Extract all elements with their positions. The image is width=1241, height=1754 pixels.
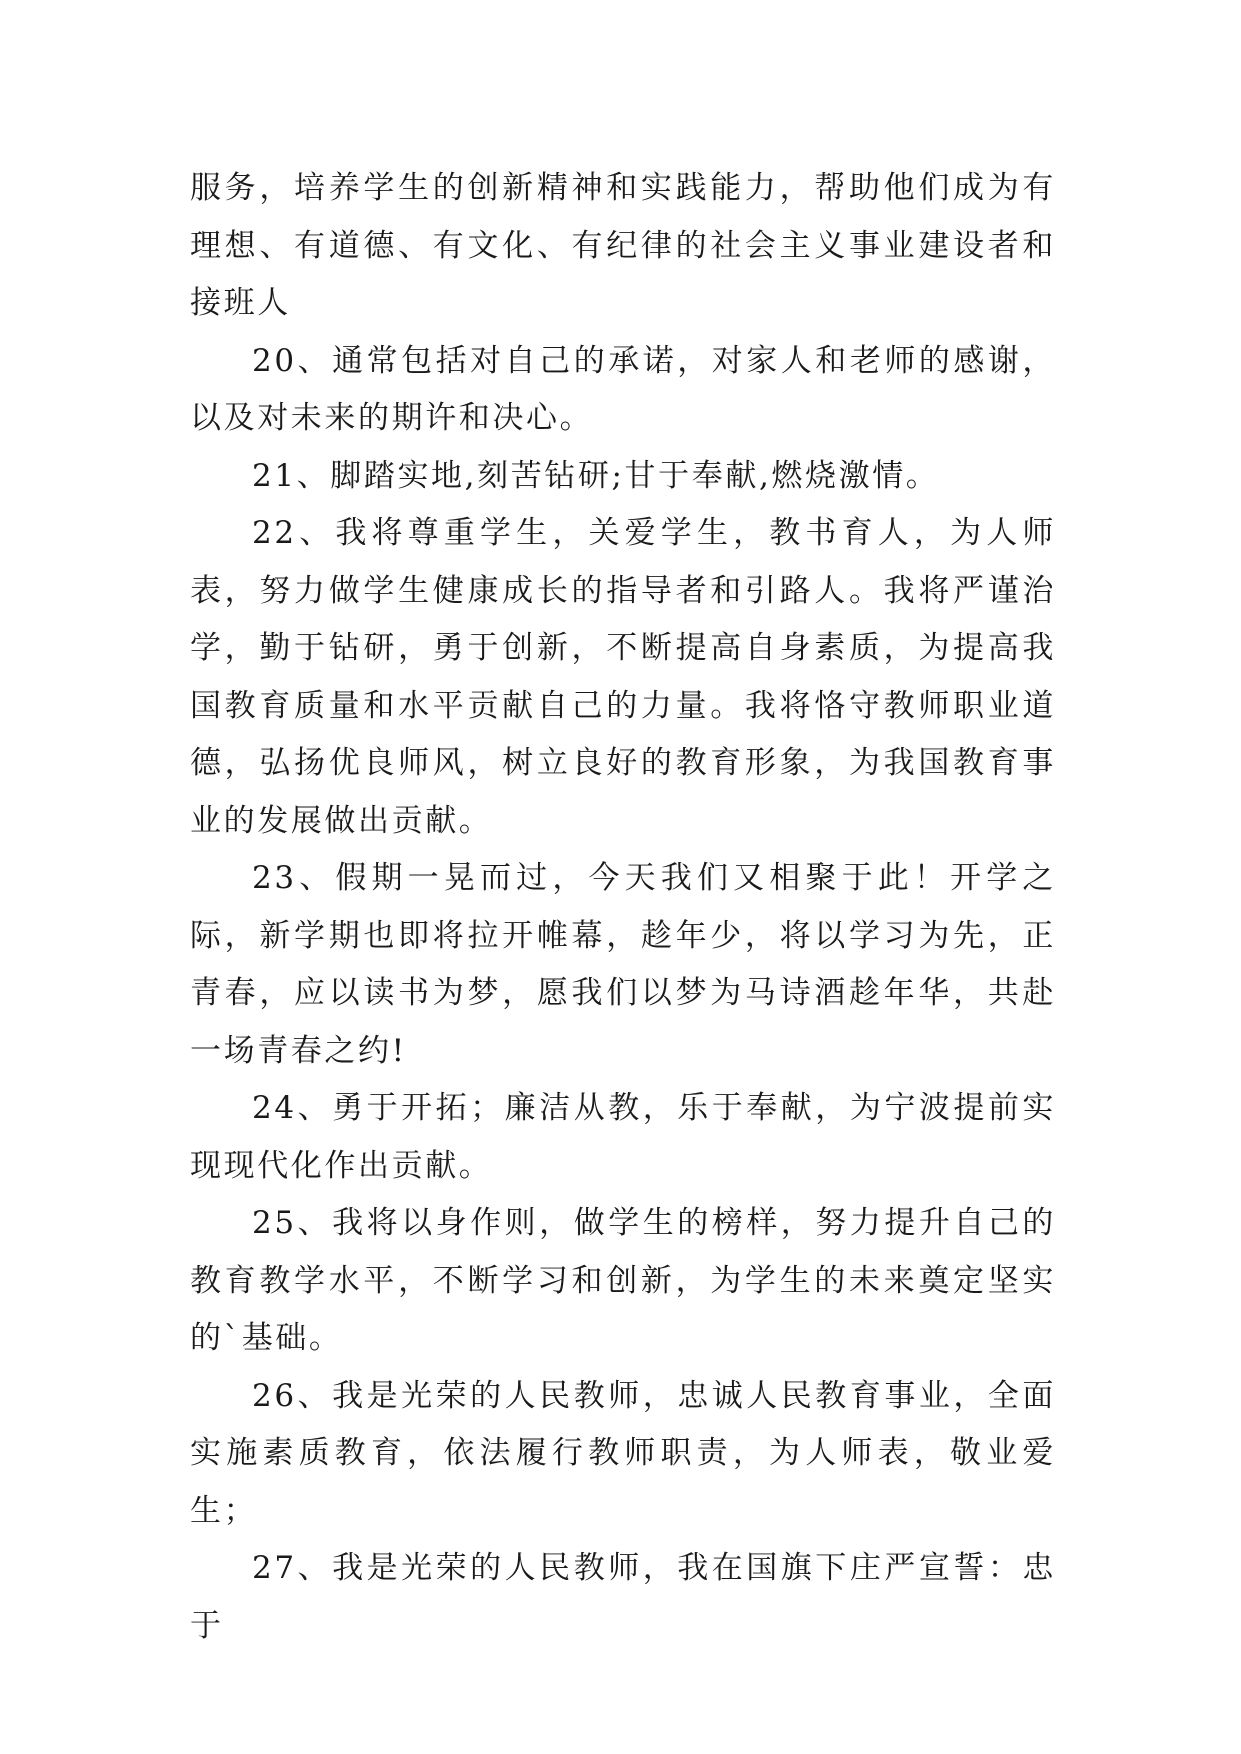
document-page	[190, 160, 1056, 1655]
paragraph-24: 24、勇于开拓；廉洁从教，乐于奉献，为宁波提前实现现代化作出贡献。	[190, 1090, 1056, 1184]
paragraph-25: 25、我将以身作则，做学生的榜样，努力提升自己的教育教学水平，不断学习和创新，为学生的未来奠定坚实的`基础。	[190, 1205, 1056, 1356]
paragraph-22: 22、我将尊重学生，关爱学生，教书育人，为人师表，努力做学生健康成长的指导者和引路人。我将严谨治学，勤于钻研，勇于创新，不断提高自身素质，为提高我国教育质量和水平贡献自己的力量。我将恪守教师职业道德，弘扬优良师风，树立良好的教育形象，为我国教育事业的发展做出贡献。	[190, 515, 1056, 839]
paragraph-continuation: 服务，培养学生的创新精神和实践能力，帮助他们成为有理想、有道德、有文化、有纪律的社会主义事业建设者和接班人	[190, 170, 1056, 321]
paragraph-27: 27、我是光荣的人民教师，我在国旗下庄严宣誓：忠于	[190, 1550, 1056, 1644]
paragraph-21: 21、脚踏实地,刻苦钻研;甘于奉献,燃烧激情。	[252, 457, 940, 494]
paragraph-26: 26、我是光荣的人民教师，忠诚人民教育事业，全面实施素质教育，依法履行教师职责，为人师表，敬业爱生；	[190, 1377, 1056, 1529]
paragraph-20: 20、通常包括对自己的承诺，对家人和老师的感谢，以及对未来的期许和决心。	[190, 342, 1056, 436]
paragraph-23: 23、假期一晃而过，今天我们又相聚于此！开学之际，新学期也即将拉开帷幕，趁年少，将以学习为先，正青春，应以读书为梦，愿我们以梦为马诗酒趁年华，共赴一场青春之约!	[190, 860, 1056, 1069]
